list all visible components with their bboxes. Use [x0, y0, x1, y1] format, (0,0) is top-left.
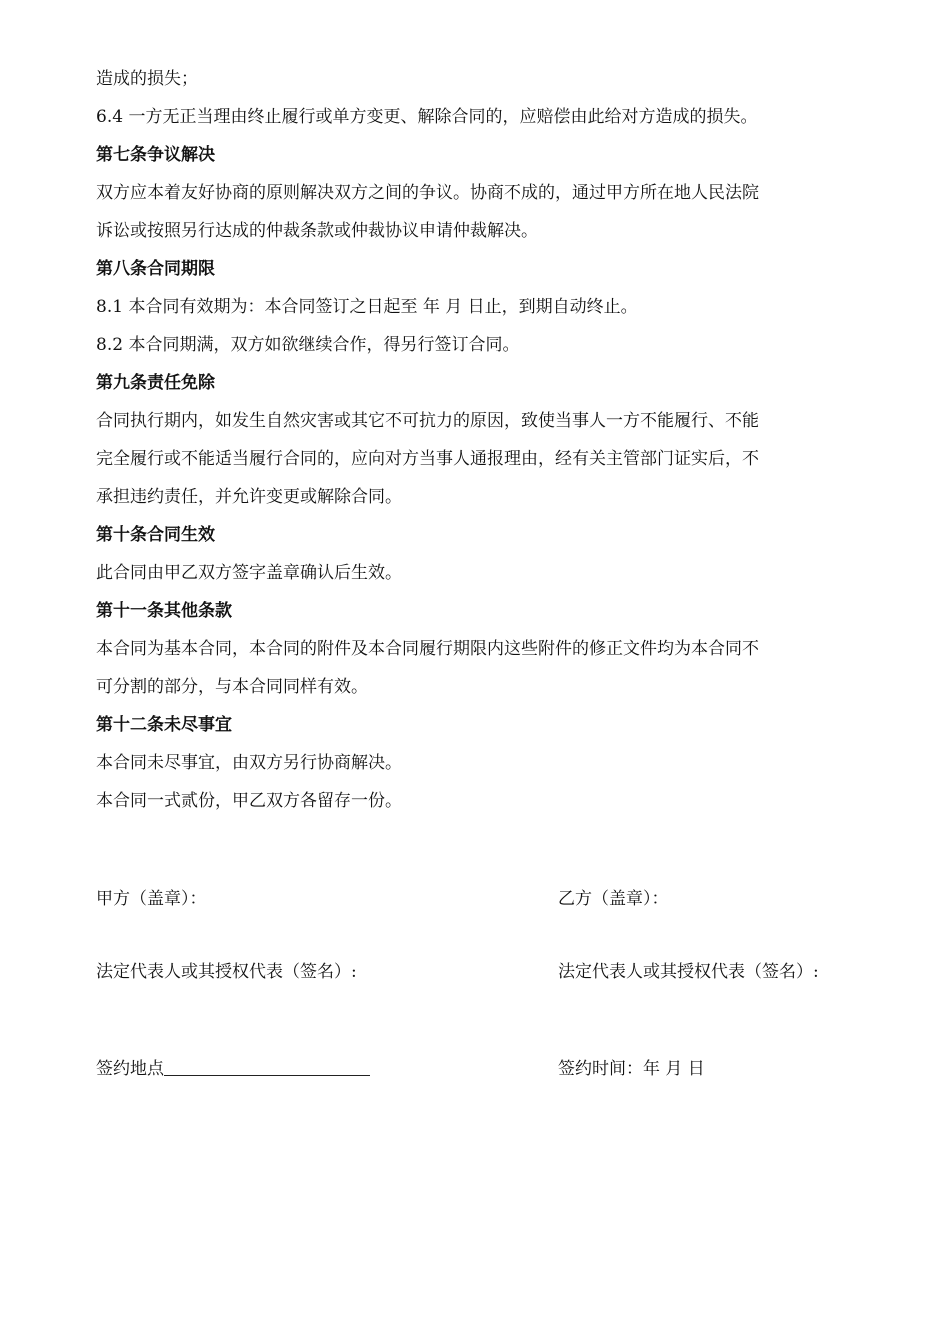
article-9-text: 完全履行或不能适当履行合同的，应向对方当事人通报理由，经有关主管部门证实后，不 [96, 449, 759, 469]
signing-time: 签约时间：年 月 日 [558, 1059, 705, 1079]
article-8-1: 8.1 本合同有效期为：本合同签订之日起至 年 月 日止，到期自动终止。 [96, 297, 638, 317]
article-12-text: 本合同一式贰份，甲乙双方各留存一份。 [96, 791, 402, 811]
article-12-text: 本合同未尽事宜，由双方另行协商解决。 [96, 753, 402, 773]
article-11-text: 本合同为基本合同，本合同的附件及本合同履行期限内这些附件的修正文件均为本合同不 [96, 639, 759, 659]
article-8-title: 第八条合同期限 [96, 259, 215, 279]
party-b-representative: 法定代表人或其授权代表（签名）: [558, 962, 819, 982]
article-10-title: 第十条合同生效 [96, 525, 215, 545]
article-11-text: 可分割的部分，与本合同同样有效。 [96, 677, 368, 697]
party-a-representative: 法定代表人或其授权代表（签名）: [96, 962, 357, 982]
signing-place [96, 1057, 416, 1081]
signing-place-blank[interactable] [164, 1057, 370, 1076]
article-9-title: 第九条责任免除 [96, 373, 215, 393]
article-7-text: 双方应本着友好协商的原则解决双方之间的争议。协商不成的，通过甲方所在地人民法院 [96, 183, 759, 203]
article-10-text: 此合同由甲乙双方签字盖章确认后生效。 [96, 563, 402, 583]
article-9-text: 合同执行期内，如发生自然灾害或其它不可抗力的原因，致使当事人一方不能履行、不能 [96, 411, 759, 431]
article-12-title: 第十二条未尽事宜 [96, 715, 232, 735]
contract-body [96, 60, 856, 820]
article-7-text: 诉讼或按照另行达成的仲裁条款或仲裁协议申请仲裁解决。 [96, 221, 538, 241]
clause-6-4: 6.4 一方无正当理由终止履行或单方变更、解除合同的，应赔偿由此给对方造成的损失。 [96, 107, 758, 127]
article-8-2: 8.2 本合同期满，双方如欲继续合作，得另行签订合同。 [96, 335, 520, 355]
party-b-seal: 乙方（盖章）： [558, 889, 669, 909]
article-11-title: 第十一条其他条款 [96, 601, 232, 621]
party-a-seal: 甲方（盖章）： [96, 889, 207, 909]
clause-text: 造成的损失； [96, 69, 198, 89]
article-9-text: 承担违约责任，并允许变更或解除合同。 [96, 487, 402, 507]
signing-place-label: 签约地点 [96, 1059, 164, 1079]
article-7-title: 第七条争议解决 [96, 145, 215, 165]
